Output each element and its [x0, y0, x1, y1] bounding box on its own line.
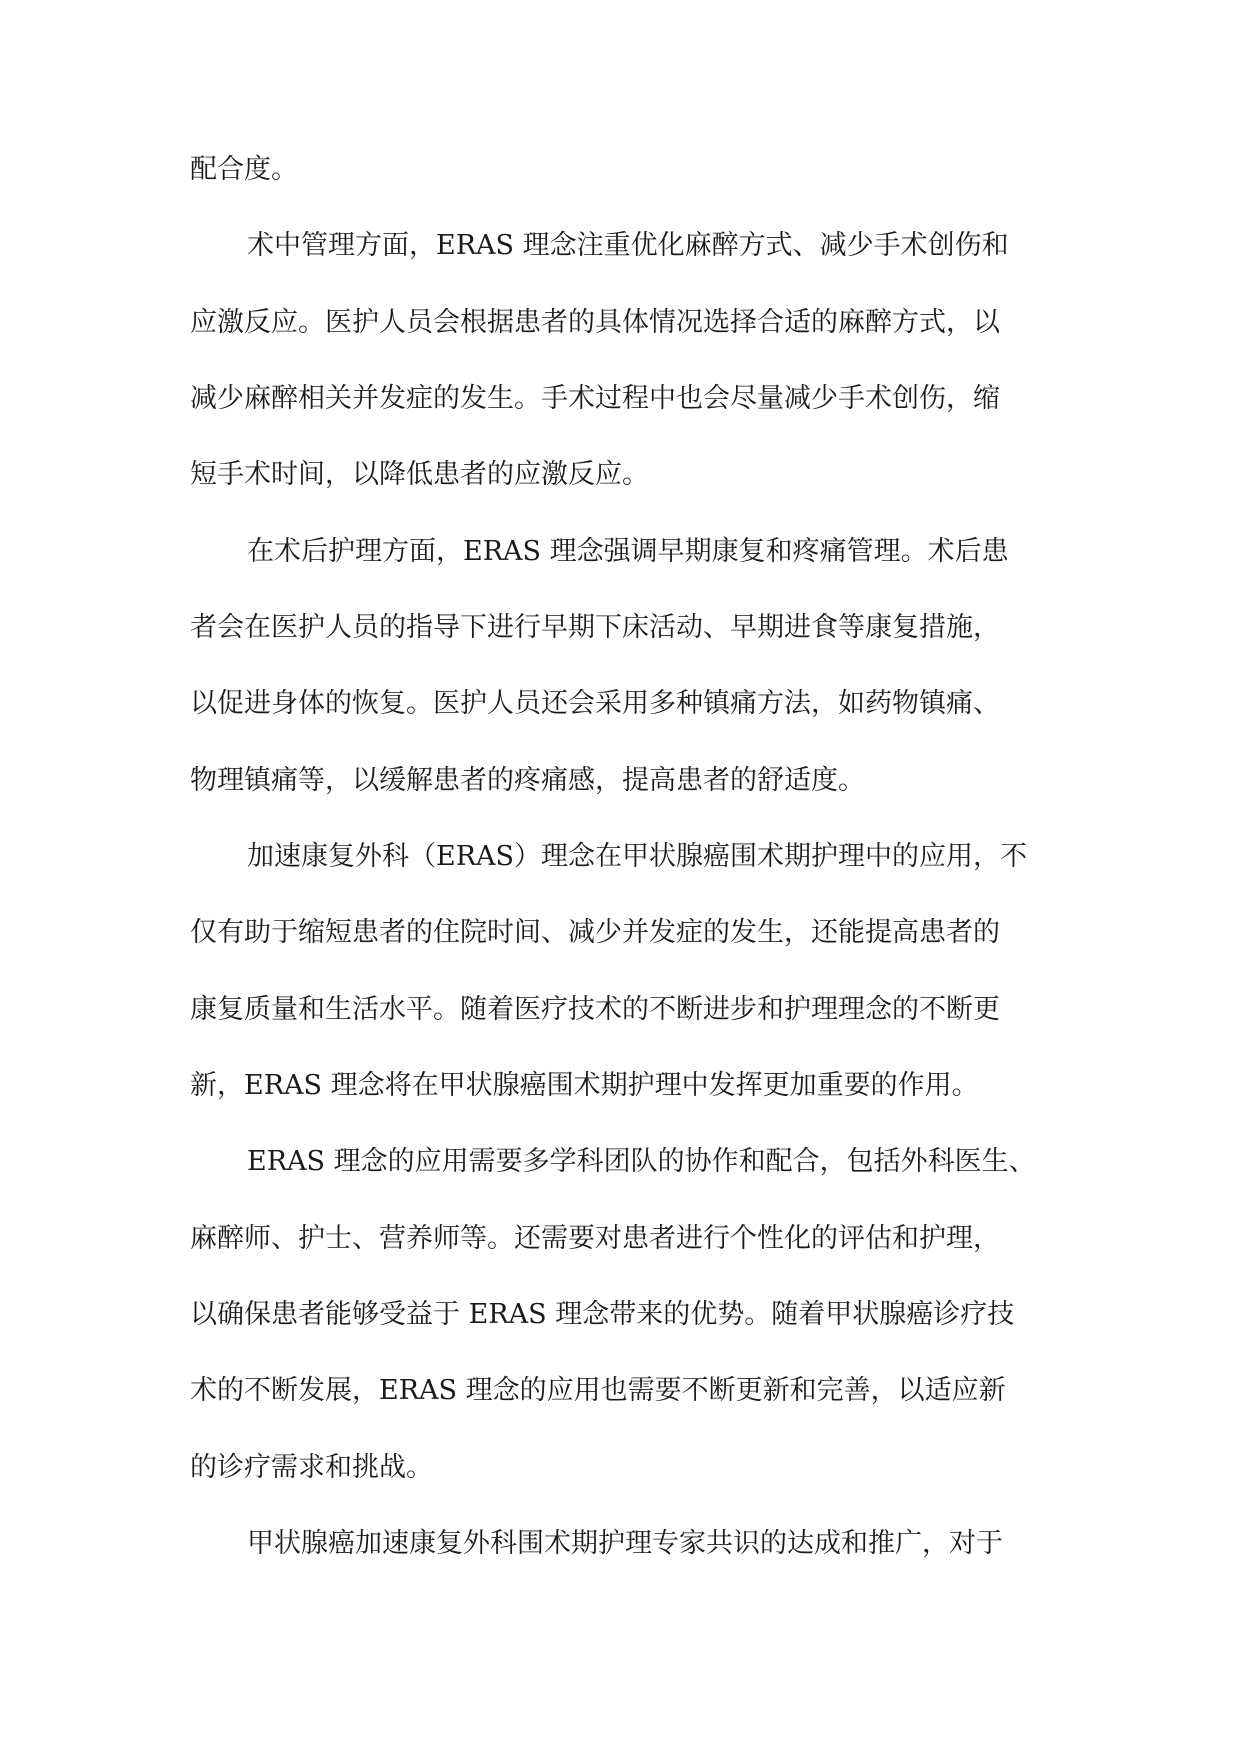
paragraph-first-line: 术中管理方面，ERAS 理念注重优化麻醉方式、减少手术创伤和 — [247, 230, 1009, 261]
paragraph-first-line: 在术后护理方面，ERAS 理念强调早期康复和疼痛管理。术后患 — [247, 536, 1009, 567]
text-line: 配合度。 — [190, 154, 298, 185]
text-line: 应激反应。医护人员会根据患者的具体情况选择合适的麻醉方式，以 — [190, 307, 1000, 338]
text-line: 仅有助于缩短患者的住院时间、减少并发症的发生，还能提高患者的 — [190, 917, 1000, 948]
text-line: 减少麻醉相关并发症的发生。手术过程中也会尽量减少手术创伤，缩 — [190, 383, 1000, 414]
paragraph-first-line: ERAS 理念的应用需要多学科团队的协作和配合，包括外科医生、 — [247, 1146, 1036, 1177]
text-line: 以促进身体的恢复。医护人员还会采用多种镇痛方法，如药物镇痛、 — [190, 688, 1000, 719]
paragraph-first-line: 甲状腺癌加速康复外科围术期护理专家共识的达成和推广，对于 — [247, 1528, 1003, 1559]
text-line: 麻醉师、护士、营养师等。还需要对患者进行个性化的评估和护理， — [190, 1223, 1000, 1254]
text-line: 新，ERAS 理念将在甲状腺癌围术期护理中发挥更加重要的作用。 — [190, 1070, 979, 1101]
text-line: 康复质量和生活水平。随着医疗技术的不断进步和护理理念的不断更 — [190, 994, 1000, 1025]
text-line: 术的不断发展，ERAS 理念的应用也需要不断更新和完善，以适应新 — [190, 1375, 1006, 1406]
text-line: 的诊疗需求和挑战。 — [190, 1452, 433, 1483]
text-line: 者会在医护人员的指导下进行早期下床活动、早期进食等康复措施， — [190, 612, 1000, 643]
paragraph-first-line: 加速康复外科（ERAS）理念在甲状腺癌围术期护理中的应用，不 — [247, 841, 1028, 872]
text-line: 短手术时间，以降低患者的应激反应。 — [190, 459, 649, 490]
text-line: 以确保患者能够受益于 ERAS 理念带来的优势。随着甲状腺癌诊疗技 — [190, 1299, 1015, 1330]
text-line: 物理镇痛等，以缓解患者的疼痛感，提高患者的舒适度。 — [190, 765, 865, 796]
